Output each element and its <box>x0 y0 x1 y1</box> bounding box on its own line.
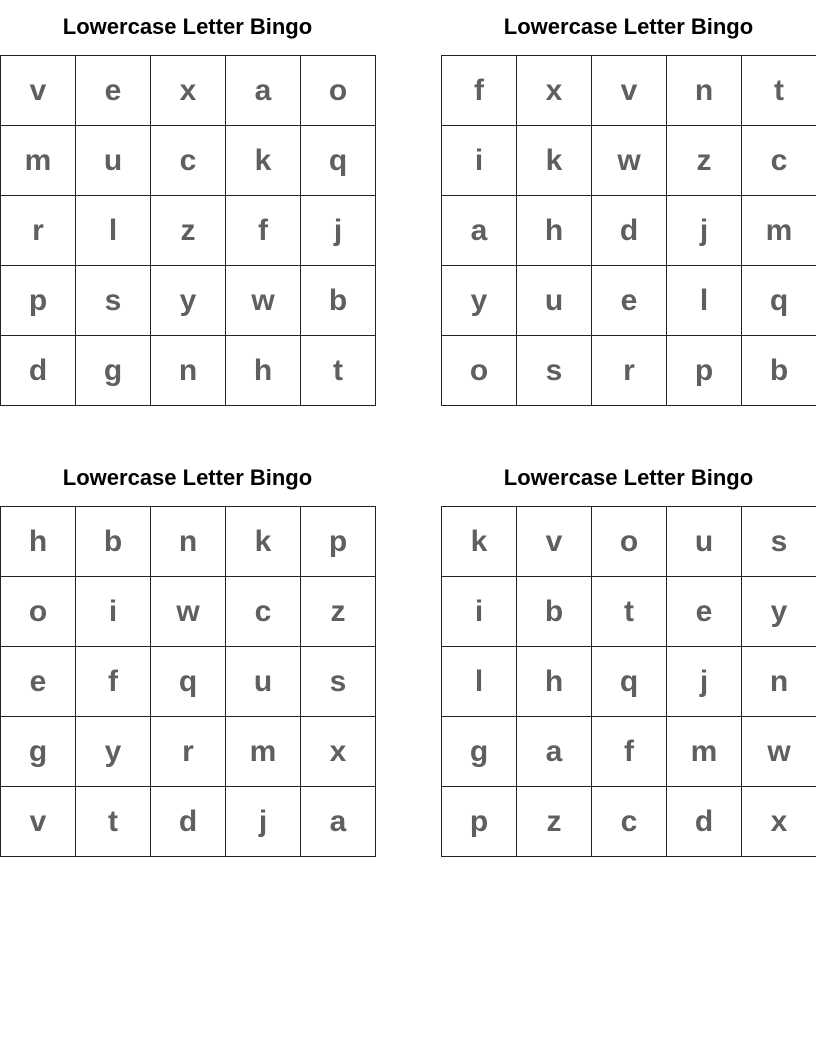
card-title: Lowercase Letter Bingo <box>62 14 313 39</box>
bingo-cell: s <box>76 266 151 336</box>
bingo-cell: y <box>76 717 151 787</box>
bingo-cell: k <box>226 126 301 196</box>
bingo-row <box>1 336 376 406</box>
bingo-row <box>442 126 816 196</box>
bingo-cell: f <box>442 56 517 126</box>
bingo-cell: a <box>301 787 376 857</box>
bingo-cell: e <box>667 577 742 647</box>
bingo-row <box>1 507 376 577</box>
bingo-cell: s <box>742 507 816 577</box>
bingo-cell: m <box>667 717 742 787</box>
bingo-cell: s <box>301 647 376 717</box>
bingo-cell: a <box>442 196 517 266</box>
bingo-cell: a <box>517 717 592 787</box>
bingo-cell: n <box>151 507 226 577</box>
bingo-row <box>1 787 376 857</box>
bingo-row <box>442 507 816 577</box>
bingo-row <box>442 196 816 266</box>
bingo-cell: y <box>742 577 816 647</box>
bingo-cell: n <box>151 336 226 406</box>
bingo-cell: v <box>517 507 592 577</box>
bingo-cell: t <box>592 577 667 647</box>
bingo-cell: v <box>1 56 76 126</box>
bingo-cell: x <box>301 717 376 787</box>
bingo-cell: b <box>742 336 816 406</box>
bingo-grid <box>441 506 816 857</box>
bingo-cell: f <box>226 196 301 266</box>
bingo-cell: e <box>1 647 76 717</box>
bingo-cell: v <box>1 787 76 857</box>
bingo-cell: q <box>151 647 226 717</box>
bingo-cell: t <box>76 787 151 857</box>
bingo-cell: k <box>517 126 592 196</box>
bingo-cell: j <box>226 787 301 857</box>
bingo-cell: r <box>151 717 226 787</box>
bingo-cell: c <box>742 126 816 196</box>
bingo-cell: b <box>76 507 151 577</box>
bingo-cell: h <box>517 647 592 717</box>
bingo-cell: h <box>1 507 76 577</box>
bingo-cell: z <box>301 577 376 647</box>
bingo-cell: w <box>226 266 301 336</box>
bingo-cell: b <box>301 266 376 336</box>
bingo-cell: a <box>226 56 301 126</box>
bingo-cell: i <box>76 577 151 647</box>
bingo-cell: g <box>76 336 151 406</box>
bingo-row <box>1 577 376 647</box>
bingo-cell: d <box>1 336 76 406</box>
bingo-cell: j <box>301 196 376 266</box>
bingo-cell: o <box>592 507 667 577</box>
bingo-cell: p <box>442 787 517 857</box>
bingo-cell: l <box>442 647 517 717</box>
bingo-cell: k <box>442 507 517 577</box>
bingo-row <box>442 787 816 857</box>
bingo-cell: u <box>667 507 742 577</box>
bingo-row <box>442 266 816 336</box>
bingo-cell: j <box>667 196 742 266</box>
bingo-cell: d <box>592 196 667 266</box>
bingo-cell: f <box>76 647 151 717</box>
bingo-cell: q <box>301 126 376 196</box>
bingo-cell: r <box>1 196 76 266</box>
bingo-cell: x <box>151 56 226 126</box>
bingo-cell: d <box>151 787 226 857</box>
bingo-cell: m <box>226 717 301 787</box>
bingo-cell: f <box>592 717 667 787</box>
bingo-cell: s <box>517 336 592 406</box>
bingo-cell: y <box>442 266 517 336</box>
bingo-cell: t <box>301 336 376 406</box>
bingo-cell: o <box>1 577 76 647</box>
bingo-cell: y <box>151 266 226 336</box>
bingo-row <box>1 196 376 266</box>
bingo-cell: o <box>301 56 376 126</box>
bingo-cell: o <box>442 336 517 406</box>
bingo-cell: p <box>301 507 376 577</box>
bingo-cell: l <box>667 266 742 336</box>
bingo-cell: c <box>151 126 226 196</box>
bingo-cell: r <box>592 336 667 406</box>
bingo-cell: b <box>517 577 592 647</box>
bingo-cell: i <box>442 577 517 647</box>
bingo-cell: c <box>592 787 667 857</box>
bingo-cell: k <box>226 507 301 577</box>
bingo-cell: u <box>226 647 301 717</box>
bingo-row <box>1 126 376 196</box>
bingo-cell: w <box>592 126 667 196</box>
bingo-row <box>1 266 376 336</box>
bingo-cell: u <box>76 126 151 196</box>
bingo-cell: m <box>1 126 76 196</box>
bingo-grid <box>441 55 816 406</box>
bingo-grid <box>0 506 376 857</box>
bingo-cell: p <box>1 266 76 336</box>
bingo-cell: z <box>667 126 742 196</box>
bingo-cell: w <box>151 577 226 647</box>
card-title: Lowercase Letter Bingo <box>503 465 754 490</box>
bingo-cell: e <box>592 266 667 336</box>
bingo-cell: x <box>742 787 816 857</box>
bingo-cell: z <box>517 787 592 857</box>
bingo-cell: m <box>742 196 816 266</box>
bingo-row <box>442 647 816 717</box>
bingo-cell: h <box>226 336 301 406</box>
bingo-cell: h <box>517 196 592 266</box>
card-title: Lowercase Letter Bingo <box>62 465 313 490</box>
bingo-row <box>1 647 376 717</box>
bingo-row <box>1 717 376 787</box>
bingo-row <box>442 56 816 126</box>
bingo-cell: x <box>517 56 592 126</box>
bingo-cell: t <box>742 56 816 126</box>
bingo-cell: w <box>742 717 816 787</box>
bingo-cell: v <box>592 56 667 126</box>
bingo-row <box>442 577 816 647</box>
bingo-cell: q <box>742 266 816 336</box>
bingo-row <box>442 717 816 787</box>
bingo-cell: p <box>667 336 742 406</box>
bingo-cell: c <box>226 577 301 647</box>
bingo-cell: l <box>76 196 151 266</box>
bingo-cell: e <box>76 56 151 126</box>
bingo-grid <box>0 55 376 406</box>
bingo-cell: z <box>151 196 226 266</box>
bingo-cell: n <box>742 647 816 717</box>
bingo-cell: i <box>442 126 517 196</box>
card-title: Lowercase Letter Bingo <box>503 14 754 39</box>
bingo-cell: d <box>667 787 742 857</box>
bingo-cell: n <box>667 56 742 126</box>
bingo-cell: q <box>592 647 667 717</box>
bingo-cell: g <box>442 717 517 787</box>
bingo-cell: j <box>667 647 742 717</box>
bingo-cell: g <box>1 717 76 787</box>
bingo-row <box>1 56 376 126</box>
bingo-row <box>442 336 816 406</box>
bingo-cell: u <box>517 266 592 336</box>
